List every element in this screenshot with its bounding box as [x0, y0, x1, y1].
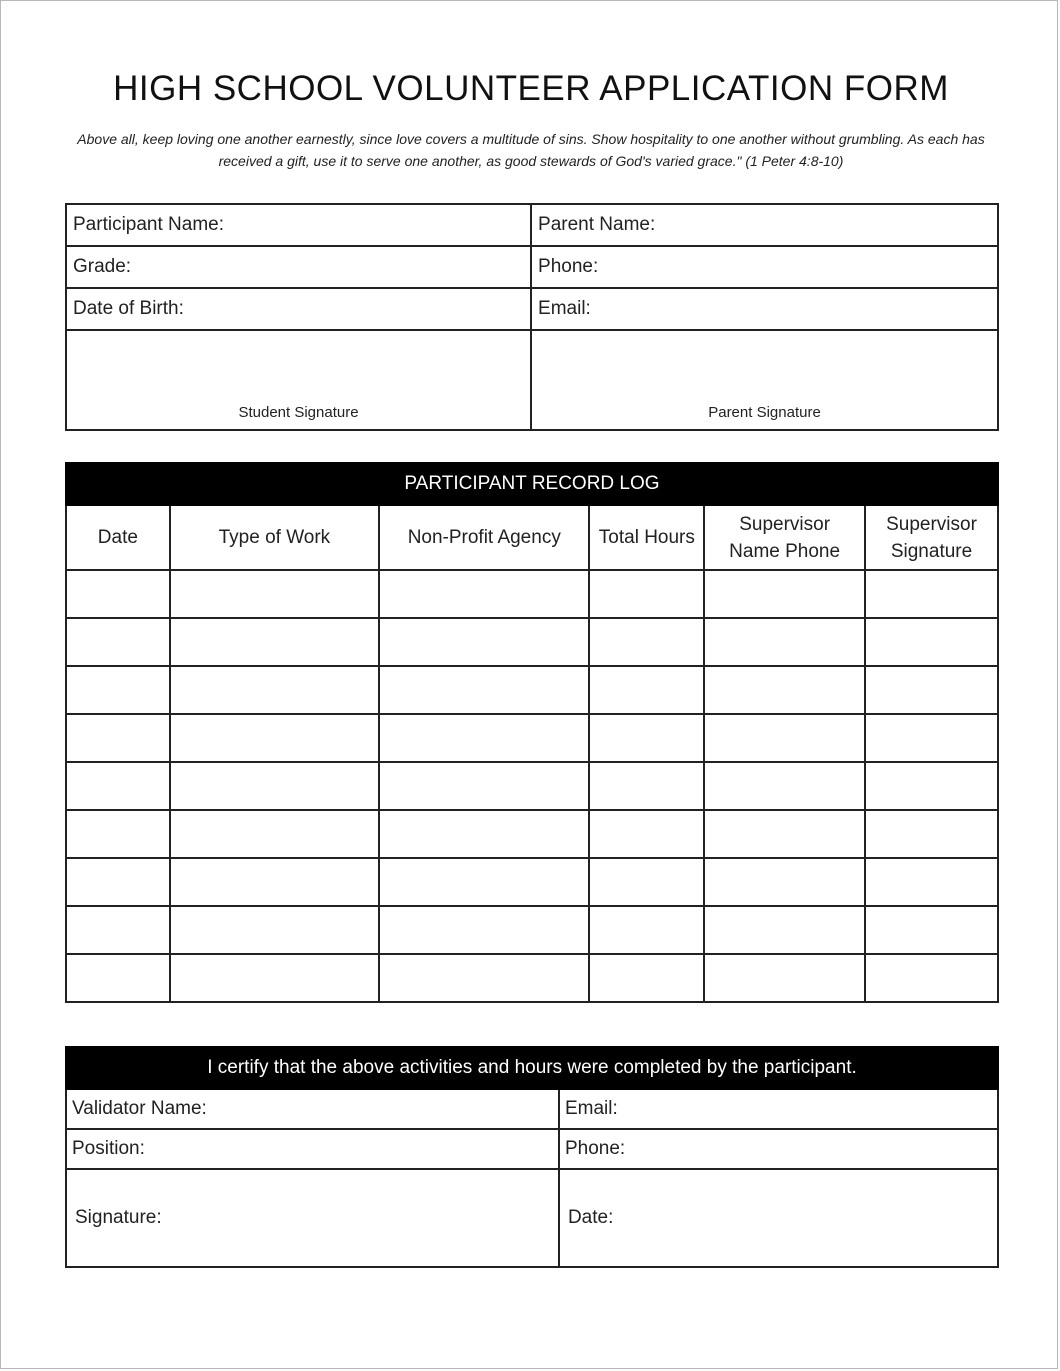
log-cell[interactable]: [379, 618, 589, 666]
log-cell[interactable]: [379, 762, 589, 810]
column-header-type-of-work: Type of Work: [170, 505, 379, 570]
log-cell[interactable]: [589, 762, 704, 810]
log-cell[interactable]: [379, 906, 589, 954]
grade-field[interactable]: Grade:: [66, 246, 531, 288]
participant-name-field[interactable]: Participant Name:: [66, 204, 531, 246]
log-cell[interactable]: [704, 810, 865, 858]
log-cell[interactable]: [66, 906, 170, 954]
table-row: [66, 762, 998, 810]
log-cell[interactable]: [66, 618, 170, 666]
table-row: [66, 906, 998, 954]
log-cell[interactable]: [379, 954, 589, 1002]
email-field[interactable]: Email:: [531, 288, 998, 330]
log-cell[interactable]: [589, 954, 704, 1002]
log-cell[interactable]: [704, 954, 865, 1002]
validator-name-field[interactable]: Validator Name:: [66, 1089, 559, 1129]
log-cell[interactable]: [170, 762, 379, 810]
log-cell[interactable]: [66, 954, 170, 1002]
record-log-body: [66, 570, 998, 1002]
record-log-header: PARTICIPANT RECORD LOG: [66, 463, 998, 505]
log-cell[interactable]: [704, 666, 865, 714]
participant-info-table: [65, 203, 999, 431]
column-header-supervisor-name-phone: Supervisor Name Phone: [704, 505, 865, 570]
log-cell[interactable]: [865, 810, 998, 858]
log-cell[interactable]: [865, 570, 998, 618]
log-cell[interactable]: [865, 954, 998, 1002]
log-cell[interactable]: [589, 858, 704, 906]
column-header-supervisor-signature: Supervisor Signature: [865, 505, 998, 570]
log-cell[interactable]: [379, 666, 589, 714]
student-signature-field[interactable]: Student Signature: [66, 330, 531, 430]
log-cell[interactable]: [589, 618, 704, 666]
validator-phone-field[interactable]: Phone:: [559, 1129, 998, 1169]
log-cell[interactable]: [704, 618, 865, 666]
position-field[interactable]: Position:: [66, 1129, 559, 1169]
validator-email-field[interactable]: Email:: [559, 1089, 998, 1129]
record-log-table: [65, 462, 999, 1003]
table-row: [66, 858, 998, 906]
log-cell[interactable]: [589, 666, 704, 714]
log-cell[interactable]: [170, 858, 379, 906]
parent-signature-field[interactable]: Parent Signature: [531, 330, 998, 430]
log-cell[interactable]: [589, 810, 704, 858]
page-title: HIGH SCHOOL VOLUNTEER APPLICATION FORM: [113, 69, 949, 108]
column-header-date: Date: [66, 505, 170, 570]
column-header-total-hours: Total Hours: [589, 505, 704, 570]
log-cell[interactable]: [865, 618, 998, 666]
log-cell[interactable]: [704, 858, 865, 906]
log-cell[interactable]: [66, 570, 170, 618]
log-cell[interactable]: [865, 858, 998, 906]
table-row: [66, 618, 998, 666]
parent-name-field[interactable]: Parent Name:: [531, 204, 998, 246]
log-cell[interactable]: [704, 570, 865, 618]
log-cell[interactable]: [704, 714, 865, 762]
log-cell[interactable]: [66, 810, 170, 858]
table-row: [66, 570, 998, 618]
log-cell[interactable]: [66, 666, 170, 714]
validator-signature-field[interactable]: Signature:: [66, 1169, 559, 1267]
log-cell[interactable]: [704, 762, 865, 810]
log-cell[interactable]: [170, 906, 379, 954]
log-cell[interactable]: [865, 762, 998, 810]
verse-text: Above all, keep loving one another earnestly, since love covers a multitude of sins. Show hospitality to one another without grumbling. As each has received a gift, use it to serve one another, as good stewards of God's varied grace." (1 Peter 4:8-10): [77, 131, 985, 169]
table-row: [66, 714, 998, 762]
phone-field[interactable]: Phone:: [531, 246, 998, 288]
log-cell[interactable]: [379, 858, 589, 906]
log-cell[interactable]: [379, 714, 589, 762]
certification-table: [65, 1046, 999, 1268]
log-cell[interactable]: [589, 570, 704, 618]
log-cell[interactable]: [589, 714, 704, 762]
log-cell[interactable]: [170, 618, 379, 666]
log-cell[interactable]: [170, 714, 379, 762]
certification-statement: I certify that the above activities and hours were completed by the participant.: [66, 1047, 998, 1089]
table-row: [66, 810, 998, 858]
log-cell[interactable]: [170, 810, 379, 858]
log-cell[interactable]: [170, 954, 379, 1002]
log-cell[interactable]: [379, 570, 589, 618]
column-header-agency: Non-Profit Agency: [379, 505, 589, 570]
log-cell[interactable]: [170, 666, 379, 714]
log-cell[interactable]: [865, 906, 998, 954]
table-row: [66, 666, 998, 714]
log-cell[interactable]: [66, 714, 170, 762]
log-cell[interactable]: [379, 810, 589, 858]
log-cell[interactable]: [66, 762, 170, 810]
log-cell[interactable]: [589, 906, 704, 954]
dob-field[interactable]: Date of Birth:: [66, 288, 531, 330]
log-cell[interactable]: [66, 858, 170, 906]
table-row: [66, 954, 998, 1002]
log-cell[interactable]: [865, 714, 998, 762]
log-cell[interactable]: [704, 906, 865, 954]
log-cell[interactable]: [170, 570, 379, 618]
validation-date-field[interactable]: Date:: [559, 1169, 998, 1267]
log-cell[interactable]: [865, 666, 998, 714]
